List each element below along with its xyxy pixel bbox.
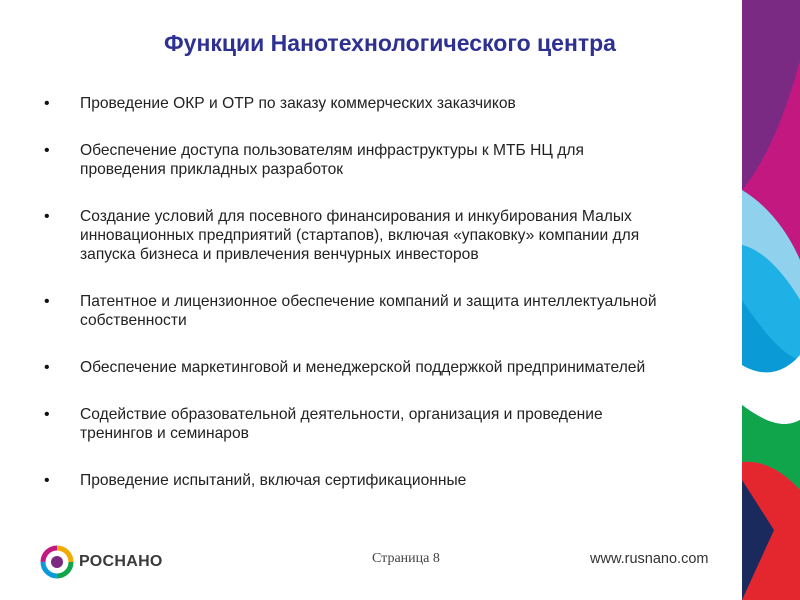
- bullet-item: [44, 207, 742, 264]
- bullet-text-line: Создание условий для посевного финансирования и инкубирования Малых: [80, 208, 632, 225]
- bullet-marker: •: [44, 208, 50, 225]
- bullet-text-line: собственности: [80, 312, 187, 329]
- bullet-text-line: Патентное и лицензионное обеспечение компаний и защита интеллектуальной: [80, 293, 657, 310]
- slide-title: Функции Нанотехнологического центра: [164, 30, 616, 56]
- bullet-text-line: инновационных предприятий (стартапов), включая «упаковку» компании для: [80, 227, 640, 244]
- page-number: Страница 8: [372, 551, 440, 566]
- bullet-marker: •: [44, 142, 50, 159]
- bullet-marker: •: [44, 406, 50, 423]
- bullet-item: [44, 292, 742, 330]
- bullet-item: [44, 471, 742, 490]
- rosnano-logo: [40, 543, 163, 581]
- bullet-text-line: запуска бизнеса и привлечения венчурных инвесторов: [80, 246, 479, 263]
- bullet-text-line: тренингов и семинаров: [80, 425, 249, 442]
- rosnano-logo-icon: [40, 545, 74, 579]
- website-link[interactable]: www.rusnano.com: [590, 551, 709, 567]
- bullet-marker: •: [44, 95, 50, 112]
- bullet-text-line: Проведение ОКР и ОТР по заказу коммерческих заказчиков: [80, 95, 516, 112]
- bullet-text-line: Обеспечение маркетинговой и менеджерской поддержкой предпринимателей: [80, 359, 646, 376]
- bullet-item: [44, 405, 742, 443]
- bullet-marker: •: [44, 472, 50, 489]
- bullet-text-line: Содействие образовательной деятельности, организация и проведение: [80, 406, 603, 423]
- bullet-list: [44, 94, 742, 490]
- bullet-item: [44, 358, 742, 377]
- bullet-item: [44, 141, 742, 179]
- bullet-text-line: Проведение испытаний, включая сертификационные: [80, 472, 467, 489]
- bullet-marker: •: [44, 359, 50, 376]
- bullet-item: [44, 94, 742, 113]
- bullet-text-line: проведения прикладных разработок: [80, 161, 344, 178]
- decorative-side-graphic: [742, 0, 800, 600]
- bullet-text-line: Обеспечение доступа пользователям инфраструктуры к МТБ НЦ для: [80, 142, 584, 159]
- bullet-marker: •: [44, 293, 50, 310]
- logo-text: РОСНАНО: [79, 553, 163, 570]
